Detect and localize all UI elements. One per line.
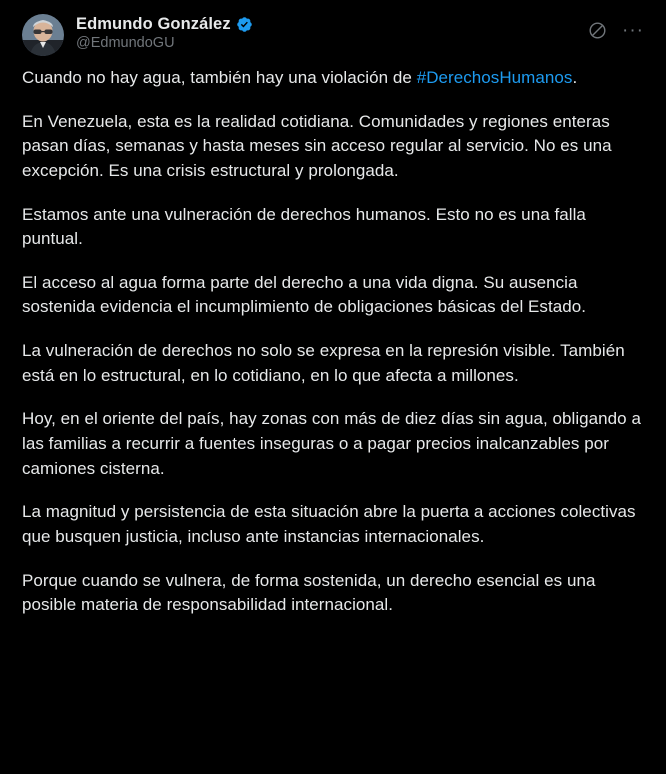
header-actions bbox=[586, 14, 644, 41]
tweet-paragraph: Estamos ante una vulneración de derechos humanos. Esto no es una falla puntual. bbox=[22, 204, 586, 249]
avatar[interactable] bbox=[22, 14, 64, 56]
handle[interactable]: @EdmundoGU bbox=[76, 35, 175, 52]
tweet-paragraph: La vulneración de derechos no solo se expresa en la represión visible. También está en lo estructural, en lo cotidiano, en lo que afecta a millones. bbox=[22, 341, 625, 385]
tweet-paragraph: La magnitud y persistencia de esta situación abre la puerta a acciones colectivas que busquen justicia, incluso ante instancias internacionales. bbox=[22, 502, 636, 546]
hashtag-link[interactable]: #DerechosHumanos bbox=[416, 68, 573, 87]
tweet-paragraph bbox=[22, 66, 644, 91]
more-options-glyph: ··· bbox=[622, 19, 644, 41]
more-options-icon[interactable] bbox=[622, 19, 644, 41]
verified-badge-icon bbox=[236, 16, 253, 33]
mute-icon[interactable] bbox=[586, 19, 608, 41]
tweet-paragraph: Hoy, en el oriente del país, hay zonas con más de diez días sin agua, obligando a las familias a recurrir a fuentes inseguras o a pagar precios inalcanzables por camiones cisterna. bbox=[22, 409, 641, 478]
tweet-header bbox=[22, 14, 644, 56]
tweet-text bbox=[22, 66, 644, 618]
name-row bbox=[76, 15, 586, 33]
paragraph-text: Cuando no hay agua, también hay una violación de bbox=[22, 68, 417, 87]
tweet-paragraph: El acceso al agua forma parte del derecho a una vida digna. Su ausencia sostenida evidencia el incumplimiento de obligaciones básicas del Estado. bbox=[22, 272, 587, 317]
display-name[interactable]: Edmundo González bbox=[76, 15, 231, 33]
paragraph-text-tail: . bbox=[572, 68, 578, 87]
tweet-paragraph: En Venezuela, esta es la realidad cotidiana. Comunidades y regiones enteras pasan días, semanas y hasta meses sin acceso regular al servicio. No es una excepción. Es una crisis estructural y prolongada. bbox=[22, 111, 612, 180]
tweet-paragraph: Porque cuando se vulnera, de forma sostenida, un derecho esencial es una posible materia de responsabilidad internacional. bbox=[22, 570, 596, 615]
identity-block bbox=[76, 14, 586, 53]
